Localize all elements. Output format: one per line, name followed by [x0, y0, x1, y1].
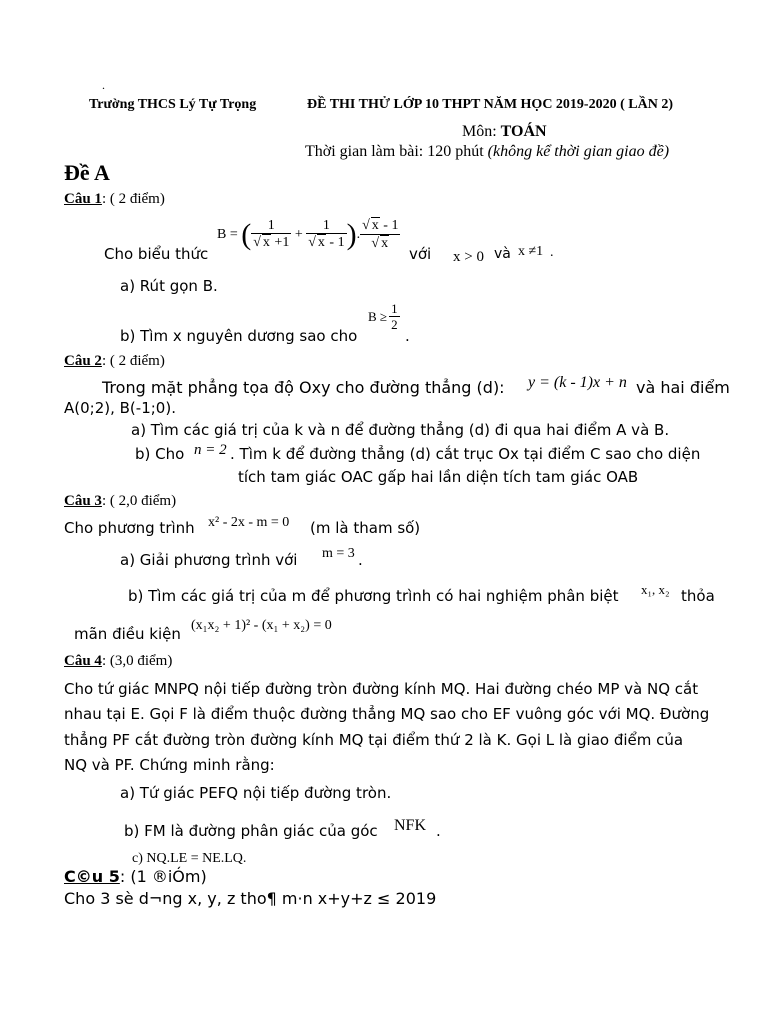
time-text: Thời gian làm bài: 120 phút [305, 143, 488, 160]
q2-b-text2: tích tam giác OAC gấp hai lần diện tích tam giác OAB [238, 468, 639, 486]
q3-label: Câu 3 [64, 493, 102, 509]
exam-title: ĐỀ THI THỬ LỚP 10 THPT NĂM HỌC 2019-2020 ( LẦN 2) [307, 97, 673, 112]
q4-heading [64, 653, 172, 670]
q5-heading [64, 867, 207, 886]
q1-and: và [494, 246, 511, 262]
q1-cond1: x > 0 [453, 249, 484, 265]
time-line [305, 143, 669, 161]
q4-b-prefix: b) FM là đường phân giác của góc [124, 822, 378, 840]
subject-line [462, 123, 547, 141]
q1-b-den: 2 [391, 317, 398, 333]
header-dot: . [102, 78, 105, 92]
q4-part-c: c) NQ.LE = NE.LQ. [132, 851, 247, 866]
q4-paragraph-line1: Cho tứ giác MNPQ nội tiếp đường tròn đường kính MQ. Hai đường chéo MP và NQ cắt [64, 680, 699, 698]
q3-a-suffix: . [358, 551, 363, 569]
q3-c-cond: (x₁x₂ + 1)² - (x₁ + x₂) = 0 [191, 618, 332, 633]
q1-part-b: b) Tìm x nguyên dương sao cho [120, 327, 358, 345]
time-note: (không kể thời gian giao đề) [487, 143, 670, 160]
q5-points: : (1 ®iÓm) [119, 867, 207, 886]
q1-intro: Cho biểu thức [104, 245, 209, 263]
q3-c-prefix: mãn điều kiện [74, 625, 181, 643]
q3-a-cond: m = 3 [322, 546, 355, 561]
q1-b-ineq: B ≥ [368, 309, 388, 325]
q1-label: Câu 1 [64, 191, 102, 207]
exam-variant: Đề A [64, 160, 110, 185]
school-name: Trường THCS Lý Tự Trọng [89, 97, 257, 112]
q4-part-a: a) Tứ giác PEFQ nội tiếp đường tròn. [120, 784, 392, 802]
q3-b-prefix: b) Tìm các giá trị của m để phương trình có hai nghiệm phân biệt [128, 587, 619, 605]
q1-period: . [550, 245, 554, 260]
q2-label: Câu 2 [64, 353, 102, 369]
q1-b-suffix: . [405, 327, 410, 345]
q5-label: C©u 5 [64, 867, 120, 886]
q3-b-roots: x₁, x₂ [641, 582, 670, 597]
q3-intro: Cho phương trình [64, 519, 195, 537]
q2-b-text: . Tìm k để đường thẳng (d) cắt trục Ox tại điểm C sao cho diện [230, 445, 701, 463]
q2-line2: A(0;2), B(-1;0). [64, 399, 176, 417]
q4-b-suffix: . [436, 822, 441, 840]
q2-equation: y = (k - 1)x + n [528, 374, 627, 391]
q2-heading [64, 353, 165, 370]
q1-points: : ( 2 điểm) [101, 191, 165, 207]
q1-b-num: 1 [391, 301, 398, 316]
q4-b-angle: NFK [394, 817, 427, 834]
q1-part-a: a) Rút gọn B. [120, 277, 218, 295]
q4-paragraph-line2: nhau tại E. Gọi F là điểm thuộc đường thẳng MQ sao cho EF vuông góc với MQ. Đường [64, 705, 710, 723]
q2-line1-end: và hai điểm [636, 378, 730, 397]
q3-param: (m là tham số) [310, 519, 421, 537]
q3-a-prefix: a) Giải phương trình với [120, 551, 298, 569]
q1-heading [64, 191, 165, 208]
subject: TOÁN [500, 123, 547, 140]
q4-label: Câu 4 [64, 653, 102, 669]
q3-heading [64, 493, 176, 510]
q3-points: : ( 2,0 điểm) [101, 493, 177, 509]
q2-part-a: a) Tìm các giá trị của k và n để đường thẳng (d) đi qua hai điểm A và B. [131, 421, 670, 439]
q1-with: với [409, 245, 432, 263]
q5-line1: Cho 3 sè d¬ng x, y, z tho¶ m·n x+y+z ≤ 2019 [64, 889, 437, 908]
q4-paragraph-line3: thẳng PF cắt đường tròn đường kính MQ tại điểm thứ 2 là K. Gọi L là giao điểm của [64, 731, 684, 749]
q2-b-cond: n = 2 [194, 442, 227, 458]
q3-equation: x² - 2x - m = 0 [208, 515, 290, 530]
q4-paragraph-line4: NQ và PF. Chứng minh rằng: [64, 756, 275, 774]
q2-line1: Trong mặt phẳng tọa độ Oxy cho đường thẳng (d): [102, 378, 505, 397]
q1-expression: B = ( 1 √ x +1 + 1 √ x - 1 ) . √ x - 1 √ x [217, 210, 400, 260]
q1-part-b-condition [368, 302, 400, 333]
q2-points: : ( 2 điểm) [101, 353, 165, 369]
subject-label: Môn: [462, 123, 501, 140]
q1-cond2: x ≠1 [518, 244, 544, 259]
q2-b-prefix: b) Cho [135, 445, 185, 463]
q4-points: : (3,0 điểm) [101, 653, 173, 669]
q3-b-suffix: thỏa [681, 587, 715, 605]
